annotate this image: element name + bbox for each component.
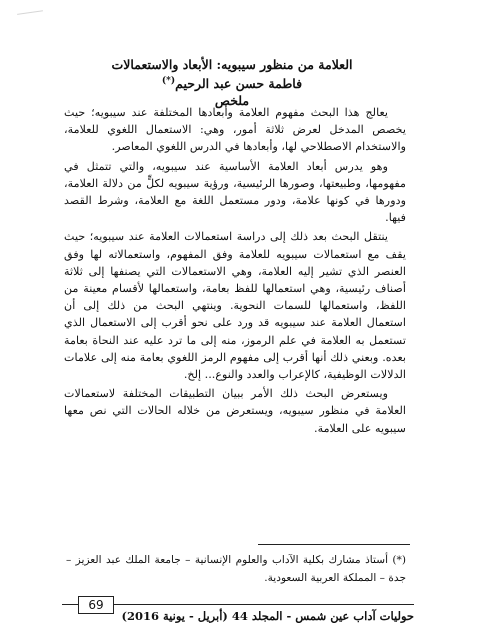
footnote-separator xyxy=(258,544,410,545)
footnote-text: أستاذ مشارك بكلية الآداب والعلوم الإنسانية – جامعة الملك عبد العزيز – جدة – المملكة العربية السعودية. xyxy=(66,554,406,584)
author-footnote-marker: (*) xyxy=(161,76,176,86)
scan-mark xyxy=(17,10,45,28)
author-name: فاطمة حسن عبد الرحيم xyxy=(175,76,303,92)
abstract-body xyxy=(64,104,406,439)
abstract-heading: ملخص xyxy=(214,93,250,109)
journal-citation: حوليات آداب عين شمس - المجلد 44 (أبريل - يونية 2016) xyxy=(121,609,414,623)
footnote-marker: (*) xyxy=(392,554,406,566)
paragraph: يعالج هذا البحث مفهوم العلامة وأبعادها المختلفة عند سيبويه؛ حيث يخصص المدخل لعرض ثلاثة أمور، وهي: الاستعمال اللغوي للعلامة، والاستخدام الاصطلاحي لها، وأبعادها في الدرس اللغوي المعاصر. xyxy=(64,106,406,154)
paragraph: ينتقل البحث بعد ذلك إلى دراسة استعمالات العلامة عند سيبويه؛ حيث يقف مع استعمالات سيبويه للعلامة وفق المفهوم، واستعمالاته لها وفق العنصر الذي تشير إليه العلامة، وهي الاستعمالات التي يصنفها إلى ثلاثة أصناف رئيسية، وهي استعمالها للفظ بعامة، واستعمالها لأقسام معينة من اللفظ، واستعمالها للسمات النحوية. وينتهي البحث من ذلك إلى أن استعمال العلامة عند سيبويه قد ورد على نحو أقرب إلى الاستعمال الذي تستعمل به العلامة في علم الرموز، منه إلى ما ترد عليه عند النحاة بعامة بعده. وبعني ذلك أنها أقرب إلى مفهوم الرمز اللغوي بعامة منه إلى علامات الدلالات الوظيفية، كالإعراب والعدد والنوع... إلخ. xyxy=(64,230,406,382)
article-header xyxy=(80,56,384,109)
paragraph: ويستعرض البحث ذلك الأمر ببيان التطبيقات المختلفة لاستعمالات العلامة في منظور سيبويه، ويستعرض من خلاله الحالات التي نص معها سيبويه على العلامة. xyxy=(64,387,406,435)
footer-rule xyxy=(62,604,414,605)
article-title: العلامة من منظور سيبويه: الأبعاد والاستعمالات xyxy=(111,57,353,72)
author-line xyxy=(80,73,384,92)
page-number: 69 xyxy=(78,596,114,614)
footnote xyxy=(66,551,406,587)
paragraph: وهو يدرس أبعاد العلامة الأساسية عند سيبويه، والتي تتمثل في مفهومها، وطبيعتها، وصورها الرئيسية، ورؤية سيبويه لكلٍّ من دلالة العلامة، ودورها في كونها علامة، ودور مستعمل اللغة مع العلامة، وشرط القصد فيها. xyxy=(64,159,406,225)
